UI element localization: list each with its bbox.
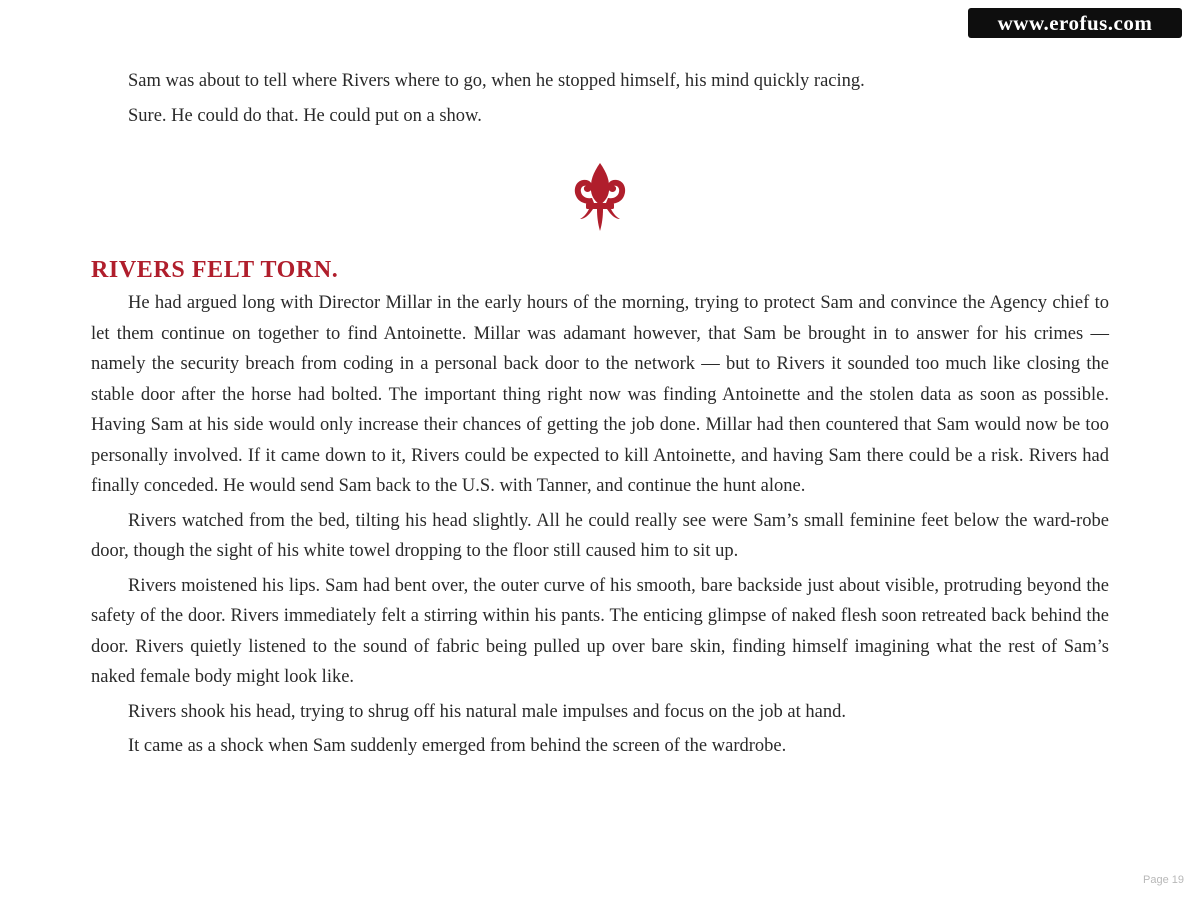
body-paragraph-5: It came as a shock when Sam suddenly emerged from behind the screen of the wardrobe.	[128, 736, 787, 756]
fleur-de-lis-icon	[571, 161, 629, 233]
intro-paragraph-1: Sam was about to tell where Rivers where to go, when he stopped himself, his mind quickly racing.	[128, 71, 865, 91]
page-content	[91, 66, 1109, 762]
intro-paragraph-2: Sure. He could do that. He could put on a show.	[128, 105, 482, 126]
page-number: Page 19	[1143, 874, 1184, 886]
watermark-text: www.erofus.com	[997, 10, 1153, 35]
watermark-banner	[968, 8, 1182, 38]
body-paragraph-1: He had argued long with Director Millar in the early hours of the morning, trying to protect Sam and convince the Agency chief to let them continue on together to find Antoinette. Millar was adamant however, that Sam be brought in to answer for his crimes — namely the security breach from coding in a personal back door to the network — but to Rivers it sounded too much like closing the stable door after the horse had bolted. The important thing right now was finding Antoinette and the stolen data as soon as possible. Having Sam at his side would only increase their chances of getting the job done. Millar had then countered that Sam would now be too personally involved. If it came down to it, Rivers could be expected to kill Antoinette, and having Sam there could be a risk. Rivers had finally conceded. He would send Sam back to the U.S. with Tanner, and continue the hunt alone.	[91, 293, 1109, 496]
body-paragraph-2: Rivers watched from the bed, tilting his head slightly. All he could really see were Sam’s small feminine feet below the ward-robe door, though the sight of his white towel dropping to the floor still caused him to sit up.	[91, 510, 1109, 561]
body-paragraph-4: Rivers shook his head, trying to shrug off his natural male impulses and focus on the job at hand.	[128, 701, 846, 722]
section-heading: RIVERS FELT TORN.	[91, 257, 339, 283]
body-paragraph-3: Rivers moistened his lips. Sam had bent over, the outer curve of his smooth, bare backside just about visible, protruding beyond the safety of the door. Rivers immediately felt a stirring within his pants. The enticing glimpse of naked flesh soon retreated back behind the door. Rivers quietly listened to the sound of fabric being pulled up over bare skin, finding himself imagining what the rest of Sam’s naked female body might look like.	[91, 575, 1109, 687]
section-ornament	[91, 139, 1109, 254]
